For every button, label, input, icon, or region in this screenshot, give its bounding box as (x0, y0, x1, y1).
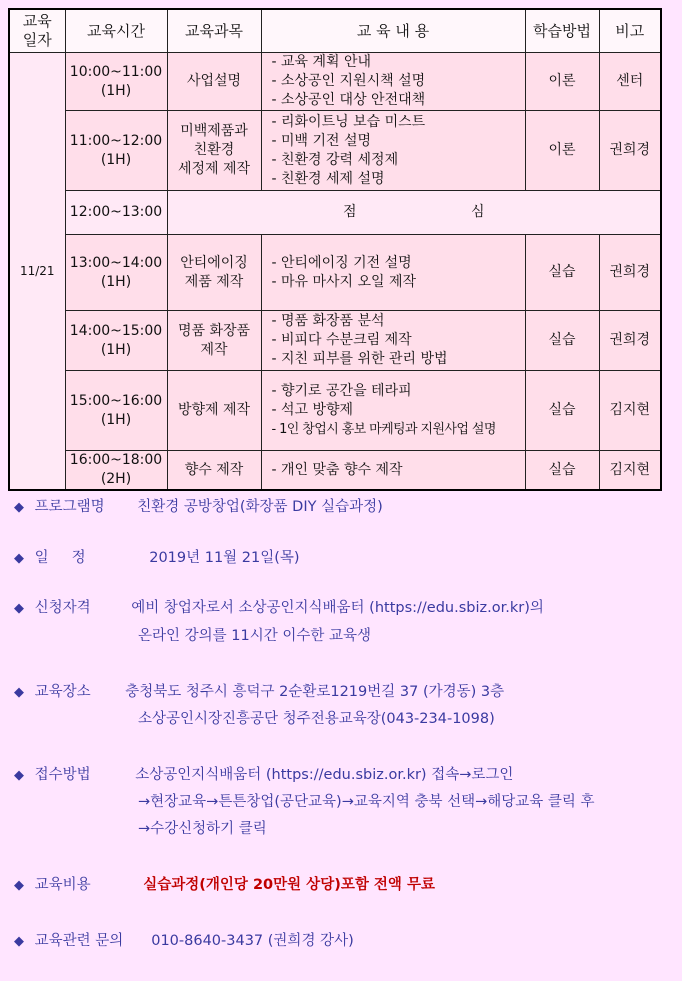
time-cell: 12:00~13:00 (65, 191, 167, 235)
method-cell: 실습 (525, 311, 599, 371)
time-duration: (1H) (100, 341, 132, 358)
time-cell (65, 451, 167, 491)
method-cell: 실습 (525, 371, 599, 451)
time-cell (65, 53, 167, 111)
time-duration: (1H) (100, 82, 132, 99)
lunch-label: 점 심 (343, 204, 485, 220)
subject-line: 제작 (200, 341, 228, 358)
table-row (9, 111, 661, 191)
diamond-icon: ◆ (14, 934, 24, 949)
content-line: - 명품 화장품 분석 (271, 313, 385, 329)
info-value: 친환경 공방창업(화장품 DIY 실습과정) (137, 499, 383, 515)
header-date: 교육 일자 (9, 9, 65, 53)
header-time: 교육시간 (65, 9, 167, 53)
info-label: 교육관련 문의 (34, 933, 124, 949)
subject-line: 명품 화장품 (177, 322, 251, 339)
table-row (9, 53, 661, 111)
content-line: - 친환경 강력 세정제 (271, 151, 399, 168)
table-row (9, 191, 661, 235)
info-value: 실습과정(개인당 20만원 상당)포함 전액 무료 (143, 877, 435, 893)
diamond-icon: ◆ (14, 601, 24, 616)
content-line: - 친환경 세제 설명 (271, 170, 385, 187)
info-cost (14, 876, 435, 895)
method-cell: 실습 (525, 451, 599, 491)
info-label: 프로그램명 (34, 499, 105, 515)
content-cell (261, 111, 525, 191)
subject-cell (167, 451, 261, 491)
subject-line: 미백제품과 (180, 123, 248, 139)
info-label: 접수방법 (34, 767, 91, 783)
method-cell: 실습 (525, 235, 599, 311)
subject-line: 향수 제작 (184, 461, 244, 478)
subject-line: 사업설명 (186, 73, 242, 89)
info-label: 일 정 (34, 550, 86, 566)
diamond-icon: ◆ (14, 551, 24, 566)
info-label: 교육비용 (34, 877, 91, 893)
subject-cell (167, 53, 261, 111)
subject-cell (167, 111, 261, 191)
info-value: 소상공인지식배움터 (https://edu.sbiz.or.kr) 접속→로그인 (135, 767, 514, 783)
content-line: - 개인 맞춤 향수 제작 (271, 461, 403, 478)
info-apply (14, 766, 513, 785)
time-duration: (1H) (100, 273, 132, 290)
table-row (9, 451, 661, 491)
diamond-icon: ◆ (14, 768, 24, 783)
note-cell: 센터 (599, 53, 661, 111)
content-line: - 지친 피부를 위한 관리 방법 (271, 351, 448, 367)
content-line: - 리화이트닝 보습 미스트 (271, 113, 426, 130)
time-duration: (2H) (100, 471, 132, 487)
subject-line: 제품 제작 (184, 273, 244, 290)
subject-cell (167, 371, 261, 451)
lunch-cell (167, 191, 661, 235)
header-content: 교 육 내 용 (261, 9, 525, 53)
info-value: 충청북도 청주시 흥덕구 2순환로1219번길 37 (가경동) 3층 (125, 684, 505, 700)
note-cell: 권희경 (599, 111, 661, 191)
diamond-icon: ◆ (14, 878, 24, 893)
time-range: 15:00~16:00 (69, 392, 163, 409)
info-label: 교육장소 (34, 684, 91, 700)
content-line: - 소상공인 지원시책 설명 (271, 73, 426, 89)
subject-line: 친환경 (193, 142, 235, 158)
header-method: 학습방법 (525, 9, 599, 53)
info-value: 010-8640-3437 (권희경 강사) (151, 933, 354, 949)
content-cell (261, 53, 525, 111)
subject-cell (167, 311, 261, 371)
content-cell (261, 235, 525, 311)
content-line: - 석고 방향제 (271, 402, 354, 418)
time-duration: (1H) (100, 411, 132, 428)
content-cell (261, 311, 525, 371)
time-range: 10:00~11:00 (69, 63, 163, 80)
info-value: 2019년 11월 21일(목) (149, 550, 300, 566)
info-contact (14, 932, 354, 951)
info-apply-cont: →수강신청하기 클릭 (138, 821, 267, 837)
header-note: 비고 (599, 9, 661, 53)
info-location (14, 683, 504, 702)
time-range: 16:00~18:00 (69, 452, 163, 468)
date-cell: 11/21 (9, 53, 65, 491)
subject-line: 방향제 제작 (177, 402, 251, 418)
diamond-icon: ◆ (14, 500, 24, 515)
time-cell (65, 111, 167, 191)
method-cell: 이론 (525, 53, 599, 111)
info-value: 예비 창업자로서 소상공인지식배움터 (https://edu.sbiz.or.kr)의 (131, 600, 544, 616)
content-cell (261, 371, 525, 451)
header-subject: 교육과목 (167, 9, 261, 53)
content-cell (261, 451, 525, 491)
subject-line: 안티에이징 (180, 254, 248, 271)
info-label: 신청자격 (34, 600, 91, 616)
content-line: - 1인 창업시 홍보 마케팅과 지원사업 설명 (271, 422, 496, 437)
table-row (9, 235, 661, 311)
content-line: - 안티에이징 기전 설명 (271, 254, 412, 271)
note-cell: 권희경 (599, 311, 661, 371)
info-schedule (14, 549, 300, 568)
time-cell (65, 371, 167, 451)
content-line: - 비피다 수분크림 제작 (271, 332, 412, 348)
time-range: 11:00~12:00 (69, 132, 163, 149)
schedule-table (8, 8, 662, 491)
info-program (14, 498, 383, 517)
subject-line: 세정제 제작 (177, 161, 251, 177)
time-range: 14:00~15:00 (69, 322, 163, 339)
table-row (9, 371, 661, 451)
content-line: - 마유 마사지 오일 제작 (271, 273, 417, 290)
diamond-icon: ◆ (14, 685, 24, 700)
time-cell (65, 235, 167, 311)
info-eligibility-cont: 온라인 강의를 11시간 이수한 교육생 (138, 628, 371, 644)
subject-cell (167, 235, 261, 311)
content-line: - 소상공인 대상 안전대책 (271, 92, 426, 108)
content-line: - 미백 기전 설명 (271, 132, 372, 149)
time-cell (65, 311, 167, 371)
note-cell: 권희경 (599, 235, 661, 311)
content-line: - 교육 계획 안내 (271, 54, 372, 70)
note-cell: 김지현 (599, 371, 661, 451)
time-range: 13:00~14:00 (69, 254, 163, 271)
info-apply-cont: →현장교육→튼튼창업(공단교육)→교육지역 충북 선택→해당교육 클릭 후 (138, 794, 595, 810)
table-row (9, 311, 661, 371)
info-eligibility (14, 599, 544, 618)
method-cell: 이론 (525, 111, 599, 191)
note-cell: 김지현 (599, 451, 661, 491)
header-row (9, 9, 661, 53)
info-location-cont: 소상공인시장진흥공단 청주전용교육장(043-234-1098) (138, 711, 495, 727)
content-line: - 향기로 공간을 테라피 (271, 383, 412, 399)
time-duration: (1H) (100, 151, 132, 168)
